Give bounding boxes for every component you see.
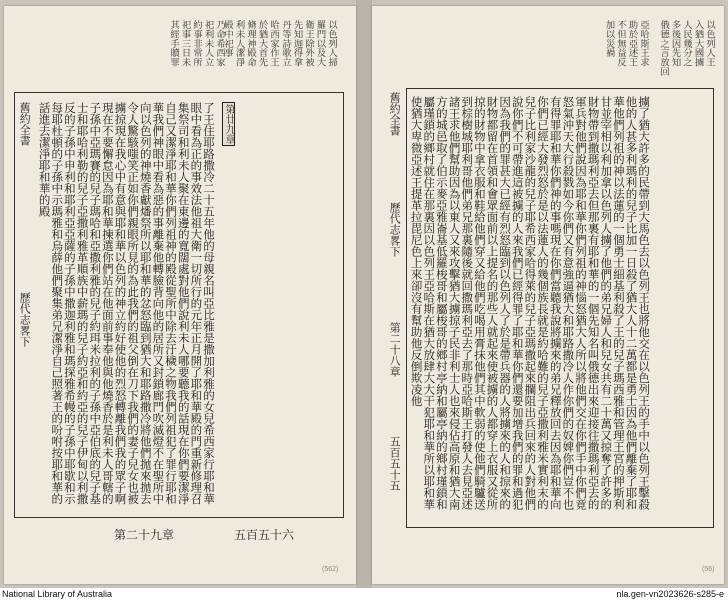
marginal-note-line: 羅門以及大 [314, 20, 326, 67]
left-book-title: 舊約全書 [18, 102, 32, 146]
left-body-text-region [38, 102, 338, 510]
marginal-note-line: 加以災禍 [603, 20, 615, 58]
left-section-title: 歷代志畧下 [18, 292, 32, 347]
marginal-note-line: 乃命希西家 [214, 20, 225, 67]
left-pencil-mark: (562) [322, 566, 339, 573]
marginal-note-line: 其經手贖罪 [168, 20, 179, 67]
marginal-note-line: 不但無益反 [615, 20, 626, 67]
footer-library-name: National Library of Australia [2, 589, 113, 599]
marginal-note-line: 丹等詩歌立 [280, 20, 291, 67]
marginal-note-line: 回 [658, 66, 669, 76]
right-page [372, 6, 724, 584]
left-marginal-note-1 [279, 20, 337, 78]
right-marginal-note-2 [602, 20, 648, 82]
right-book-title: 舊約全書 [388, 92, 402, 136]
marginal-note-line: 於猶大首先 [256, 20, 268, 67]
left-marginal-note-2 [221, 20, 279, 78]
marginal-note-line: 亞哈斯王求 [638, 20, 649, 67]
right-body-text: 擄了猶大許多的民帶到大馬色去以色列王也將他交在以色列王的手中以色列王擊殺他的人甚多利瑪利的兒子比加一日殺了猶大人十二萬都是勇士因為他們離棄了耶和華他們列祖的神以法蓮的一個勇士細基利殺了王的兒子瑪西雅和管理王宮的押斯利甘並宰相以利加拿以色列人擄了他們的弟兄婦人和兒女共有二十萬又掠奪了許多的財物帶到撒瑪利亞去但那裏有耶和華的一個先知名叫俄德出來迎接往撒瑪利亞去的軍兵對他們說因為耶和華你們列祖的神惱怒猶大人所以將他們交在你們手中你們竟怒氣沖天大行殺戮如今你們又有意強逼猶大和耶路撒冷人作你們的奴婢你們豈不也有得罪耶和華你們神的事嗎現在你們當聽我說將擄來的弟兄釋放回去因為耶和華向你們已經大發烈怒於是以法蓮人的幾個族長就是約哈難的兒子亞撒利雅米實利末的兒子比利家沙龍的兒子耶希西家哈得萊的兒子亞瑪撒起來攔阻出兵回來的人對他們說你們不可帶進這被擄的人來我們已經得罪了耶和華你們還要加增我們的罪和過犯因為我們的罪甚大已經有烈怒臨到以色列人了於是帶兵器的人將擄來的人和掠來的財物都留在首領和會眾面前以上提名的那些人就起來使被擄的人都穿上衣服又從所掠的財物中拿衣服和鞋給他們穿又給他們吃喝用膏抹他們其中軟弱的使他們騎驢送到棕樹城耶利哥他們弟兄那裏隨後就回撒瑪利亞去了那時亞哈斯王打發人去見亞述諸王求他們幫助因為以東人又來攻擊猶大擄掠子民非利士人也來侵佔高原和猶大南方的城邑取了伯示麥亞雅崙基低羅梭哥和屬梭哥的鄉村亭納和屬亭納的鄉村瑾鎖和屬瑾鎖的鄉村就住在那裏因以色列王亞哈斯在猶大放肆大大干犯耶和華所以耶和華使猶大卑微亞述王提革拉毘尼色上來卻沒有幫助他反倒欺凌他 [410, 96, 652, 510]
marginal-note-line: 祀利未人立 [202, 20, 214, 67]
book-gutter [356, 0, 372, 588]
left-marginal-note-3 [167, 20, 225, 78]
marginal-note-line: 人民幾分之 [681, 20, 692, 67]
marginal-note-line: 俄德之言放 [658, 20, 669, 67]
right-pencil-mark: (56) [702, 566, 715, 573]
right-page-number: 五百五十五 [388, 436, 402, 491]
marginal-note-line: 哈西家作王 [268, 20, 279, 67]
right-marginal-note-1 [657, 20, 715, 82]
marginal-note-line: 約事非常所 [191, 20, 202, 67]
marginal-note-line: 衛王除外被 [303, 20, 314, 67]
right-chapter-label: 第二十八章 [388, 322, 402, 377]
marginal-note-line: 以色列人王 [704, 20, 715, 67]
chapter-marker: 第廿九章 [223, 104, 234, 144]
right-section-title: 歷代志畧下 [388, 202, 402, 257]
left-chapter-label: 第二十九章 [114, 528, 175, 542]
marginal-note-line: 入猶大國擄 [692, 20, 704, 67]
marginal-note-line: 祀事三日未 [179, 20, 191, 67]
left-body-text: 了王住耶路撒冷二十五年他的母親名叫亞比雅是撒加利雅的女兒希西家行耶和華眼中看為正的事效法他祖大衛一切所行的元年正月開了耶和華殿的門重新修理召集祭司和利未人聚在東邊的寬闊處對他們說利未人哪要聽我的話現在你們要潔淨自己又潔淨耶和華你們列祖神的殿從聖所中除去汙穢之物我們列祖犯了罪行耶和華我們神眼中看為惡的事離棄他轉臉背向他的居所又封鎖廊門吹滅燈不在聖所中向以色列的神燒香獻燔祭所以耶和華的忿怒臨到猶大和耶路撒冷將他們拋來拋去令人驚駭嗤笑正如你們親眼所見的為此我們的祖父倒在刀下我們的妻子兒女也被擄掠現在我心中有意與耶和華以色列的神立約好使他的烈怒轉離我們我的眾子啊現在不要懈怠因為耶和華揀選你們站在他面前事奉他與他燒香於是利未人哥轄的子孫中亞瑪賽的兒子瑪哈和亞撒利雅的兒子約珥米拉利的子孫中亞伯底的兒子基士和耶哈利勒的兒子亞撒利雅革順族中薪瑪的兒子約亞和約亞的兒子伊甸以利撒反的子孫中申利和耶利亞亞薩的子孫中撒迦利雅和瑪探雅希幔的子孫中耶歇和示每耶杜頓的子孫中示瑪雅和烏薛他們聚集弟兄潔淨自己照著王的吩咐按耶和華的話進去潔淨耶和華的殿 [38, 102, 216, 505]
left-page-number: 五百五十六 [234, 528, 295, 542]
marginal-note-line: 利未人潔淨 [233, 20, 245, 67]
marginal-note-line: 脩理神殿命 [245, 20, 256, 67]
marginal-note-line: 以色列人掃 [326, 20, 337, 67]
marginal-note-line: 助於亞述王 [626, 20, 638, 67]
left-page [4, 6, 356, 584]
marginal-note-line: 多後因先知 [669, 20, 681, 67]
right-body-text-region [410, 96, 708, 520]
marginal-note-line: 殿中祀事 [222, 20, 233, 58]
footer-bar [0, 588, 728, 600]
marginal-note-line: 先知迦得拿 [291, 20, 303, 67]
footer-record-id: nla.gen-vn2023626-s285-e [616, 589, 724, 599]
